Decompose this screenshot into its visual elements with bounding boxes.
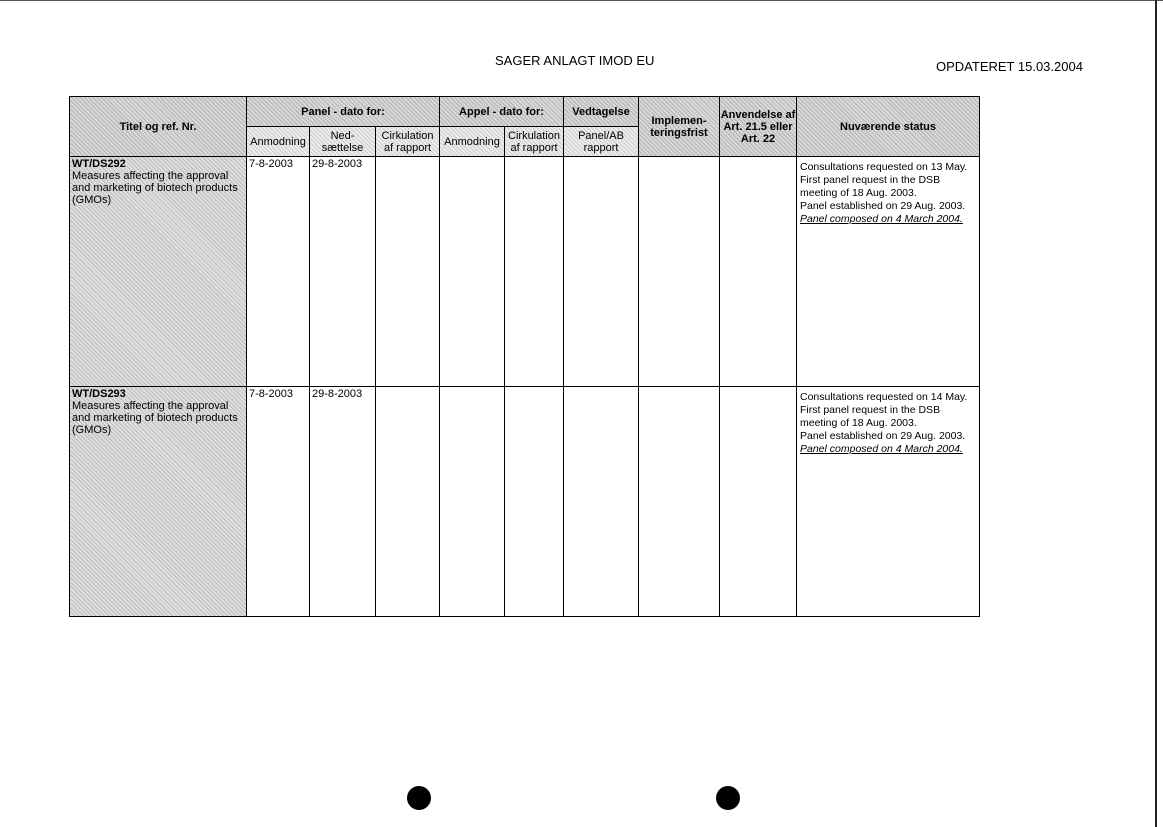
anvendelse-cell (720, 157, 797, 387)
appel-anmodning-cell (440, 387, 505, 617)
punch-hole-left (407, 786, 431, 810)
header-panel-cirkulation-line2: af rapport (383, 141, 432, 154)
status-line: First panel request in the DSB meeting of 18 Aug. 2003. (800, 404, 941, 429)
status-line: Panel established on 29 Aug. 2003. (800, 430, 966, 442)
scan-edge-top (0, 0, 1163, 5)
vedtagelse-cell (564, 387, 639, 617)
scan-edge-right (1155, 0, 1157, 827)
case-description: Measures affecting the approval and marketing of biotech products (GMOs) (72, 400, 238, 436)
panel-nedsaettelse-date: 29-8-2003 (310, 157, 376, 387)
cases-table (69, 96, 980, 617)
panel-anmodning-date: 7-8-2003 (247, 157, 310, 387)
status-line: Panel established on 29 Aug. 2003. (800, 200, 966, 212)
header-panel-cirkulation (376, 127, 440, 157)
header-panel-cirkulation-line1: Cirkulation (381, 129, 434, 142)
header-anvendelse-line3: Art. 22 (740, 132, 776, 145)
table-row (70, 157, 980, 387)
header-appel-group: Appel - dato for: (440, 97, 564, 127)
header-panel-group: Panel - dato for: (247, 97, 440, 127)
status-line: First panel request in the DSB meeting of 18 Aug. 2003. (800, 174, 941, 199)
header-implementering-line1: Implemen- (651, 114, 707, 127)
header-anvendelse-line1: Anvendelse af (720, 108, 796, 121)
implementering-cell (639, 387, 720, 617)
header-anvendelse-line2: Art. 21.5 eller (723, 120, 793, 133)
header-appel-cirkulation (505, 127, 564, 157)
punch-hole-right (716, 786, 740, 810)
status-line-composed: Panel composed on 4 March 2004. (800, 443, 963, 455)
panel-nedsaettelse-date: 29-8-2003 (310, 387, 376, 617)
header-vedtagelse-sub-line1: Panel/AB (578, 129, 624, 142)
status-line: Consultations requested on 14 May. (800, 391, 968, 403)
anvendelse-cell (720, 387, 797, 617)
header-status: Nuværende status (797, 97, 980, 157)
appel-anmodning-cell (440, 157, 505, 387)
header-panel-anmodning: Anmodning (247, 127, 310, 157)
appel-cirkulation-cell (505, 157, 564, 387)
header-panel-nedsaettelse: Ned-sættelse (310, 127, 376, 157)
vedtagelse-cell (564, 157, 639, 387)
table-row (70, 387, 980, 617)
panel-anmodning-date: 7-8-2003 (247, 387, 310, 617)
updated-date: OPDATERET 15.03.2004 (936, 59, 1083, 74)
implementering-cell (639, 157, 720, 387)
case-title-cell (70, 157, 247, 387)
header-appel-cirkulation-line2: af rapport (510, 141, 558, 154)
case-id: WT/DS293 (72, 388, 126, 400)
header-appel-anmodning: Anmodning (440, 127, 505, 157)
header-vedtagelse: Vedtagelse (564, 97, 639, 127)
header-implementering (639, 97, 720, 157)
case-title-cell (70, 387, 247, 617)
header-vedtagelse-sub-line2: rapport (583, 141, 619, 154)
header-anvendelse (720, 97, 797, 157)
status-cell (797, 157, 980, 387)
status-line: Consultations requested on 13 May. (800, 161, 968, 173)
header-appel-cirkulation-line1: Cirkulation (508, 129, 560, 142)
panel-cirkulation-cell (376, 157, 440, 387)
case-id: WT/DS292 (72, 158, 126, 170)
header-title-ref: Titel og ref. Nr. (70, 97, 247, 157)
header-implementering-line2: teringsfrist (650, 126, 708, 139)
appel-cirkulation-cell (505, 387, 564, 617)
header-vedtagelse-sub (564, 127, 639, 157)
status-cell (797, 387, 980, 617)
status-line-composed: Panel composed on 4 March 2004. (800, 213, 963, 225)
page-title: SAGER ANLAGT IMOD EU (495, 53, 655, 68)
panel-cirkulation-cell (376, 387, 440, 617)
case-description: Measures affecting the approval and marketing of biotech products (GMOs) (72, 170, 238, 206)
